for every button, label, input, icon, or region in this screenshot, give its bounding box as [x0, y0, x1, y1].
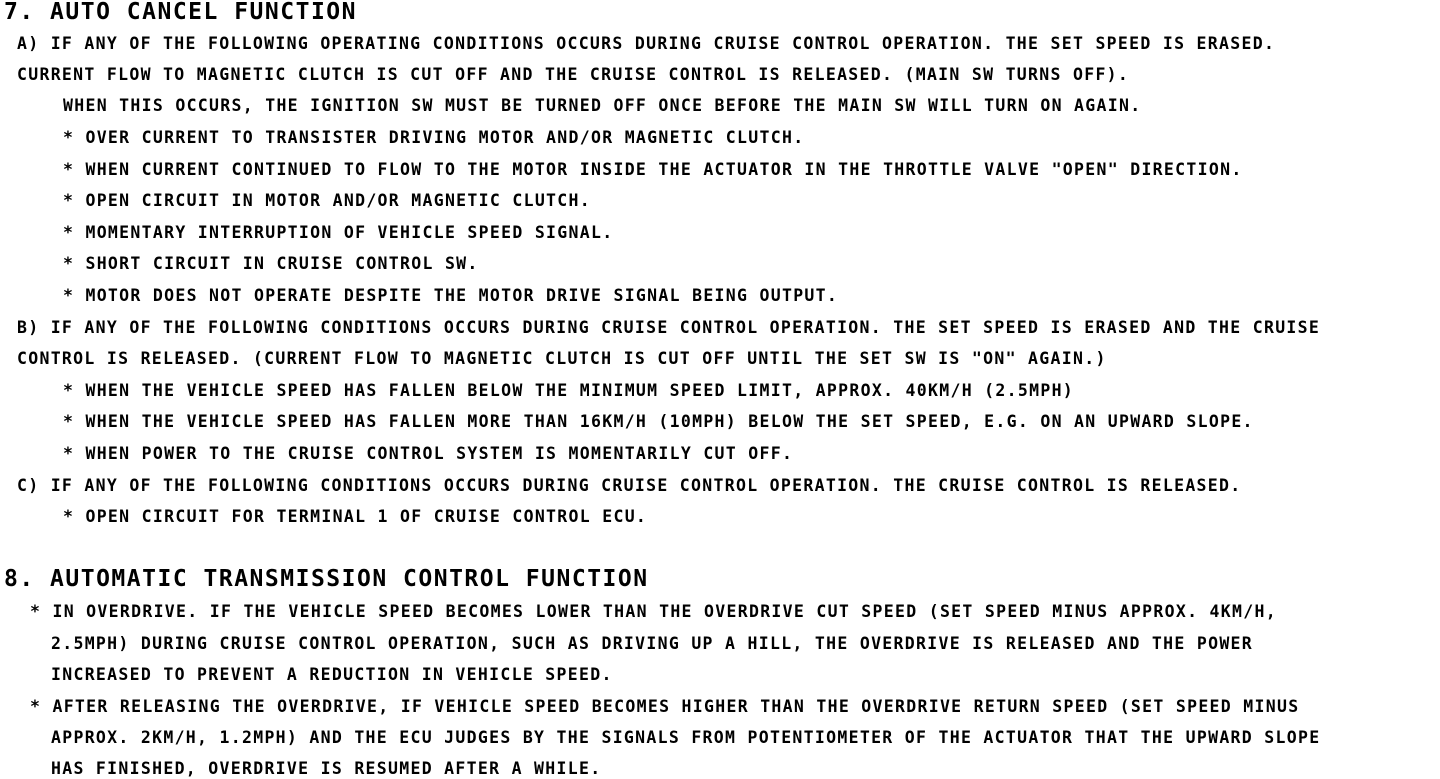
- list-item: * WHEN POWER TO THE CRUISE CONTROL SYSTEM IS MOMENTARILY CUT OFF.: [63, 444, 794, 463]
- list-item: * SHORT CIRCUIT IN CRUISE CONTROL SW.: [63, 254, 479, 273]
- paragraph-b-line-1: B) IF ANY OF THE FOLLOWING CONDITIONS OCCURS DURING CRUISE CONTROL OPERATION. THE SET SPEED IS ERASED AND THE CRUISE: [17, 318, 1321, 337]
- paragraph-8-2-line-1: * AFTER RELEASING THE OVERDRIVE, IF VEHICLE SPEED BECOMES HIGHER THAN THE OVERDRIVE RETURN SPEED (SET SPEED MINUS: [30, 697, 1300, 716]
- section-8-title: 8. AUTOMATIC TRANSMISSION CONTROL FUNCTION: [4, 566, 649, 592]
- paragraph-8-1-line-3: INCREASED TO PREVENT A REDUCTION IN VEHICLE SPEED.: [51, 665, 613, 684]
- list-item: * MOMENTARY INTERRUPTION OF VEHICLE SPEED SIGNAL.: [63, 223, 614, 242]
- section-7-title: 7. AUTO CANCEL FUNCTION: [4, 0, 357, 25]
- list-item: * MOTOR DOES NOT OPERATE DESPITE THE MOTOR DRIVE SIGNAL BEING OUTPUT.: [63, 286, 839, 305]
- paragraph-8-2-line-2: APPROX. 2KM/H, 1.2MPH) AND THE ECU JUDGES BY THE SIGNALS FROM POTENTIOMETER OF THE ACTUATOR THAT THE UPWARD SLOPE: [51, 728, 1321, 747]
- paragraph-a-line-3: WHEN THIS OCCURS, THE IGNITION SW MUST BE TURNED OFF ONCE BEFORE THE MAIN SW WILL TURN ON AGAIN.: [63, 96, 1142, 115]
- list-item: * WHEN THE VEHICLE SPEED HAS FALLEN BELOW THE MINIMUM SPEED LIMIT, APPROX. 40KM/H (2.5MPH): [63, 381, 1075, 400]
- list-item: * WHEN THE VEHICLE SPEED HAS FALLEN MORE THAN 16KM/H (10MPH) BELOW THE SET SPEED, E.G. ON AN UPWARD SLOPE.: [63, 412, 1254, 431]
- paragraph-8-1-line-1: * IN OVERDRIVE. IF THE VEHICLE SPEED BECOMES LOWER THAN THE OVERDRIVE CUT SPEED (SET SPEED MINUS APPROX. 4KM/H,: [30, 602, 1277, 621]
- list-item: * OPEN CIRCUIT FOR TERMINAL 1 OF CRUISE CONTROL ECU.: [63, 507, 648, 526]
- paragraph-8-1-line-2: 2.5MPH) DURING CRUISE CONTROL OPERATION, SUCH AS DRIVING UP A HILL, THE OVERDRIVE IS RELEASED AND THE POWER: [51, 634, 1254, 653]
- list-item: * WHEN CURRENT CONTINUED TO FLOW TO THE MOTOR INSIDE THE ACTUATOR IN THE THROTTLE VALVE "OPEN" DIRECTION.: [63, 160, 1243, 179]
- paragraph-8-2-line-3: HAS FINISHED, OVERDRIVE IS RESUMED AFTER A WHILE.: [51, 759, 602, 778]
- list-item: * OPEN CIRCUIT IN MOTOR AND/OR MAGNETIC CLUTCH.: [63, 191, 591, 210]
- paragraph-c-line-1: C) IF ANY OF THE FOLLOWING CONDITIONS OCCURS DURING CRUISE CONTROL OPERATION. THE CRUISE CONTROL IS RELEASED.: [17, 476, 1242, 495]
- paragraph-a-line-2: CURRENT FLOW TO MAGNETIC CLUTCH IS CUT OFF AND THE CRUISE CONTROL IS RELEASED. (MAIN SW TURNS OFF).: [17, 65, 1130, 84]
- paragraph-a-line-1: A) IF ANY OF THE FOLLOWING OPERATING CONDITIONS OCCURS DURING CRUISE CONTROL OPERATION. THE SET SPEED IS ERASED.: [17, 34, 1276, 53]
- list-item: * OVER CURRENT TO TRANSISTER DRIVING MOTOR AND/OR MAGNETIC CLUTCH.: [63, 128, 805, 147]
- paragraph-b-line-2: CONTROL IS RELEASED. (CURRENT FLOW TO MAGNETIC CLUTCH IS CUT OFF UNTIL THE SET SW IS "ON" AGAIN.): [17, 349, 1107, 368]
